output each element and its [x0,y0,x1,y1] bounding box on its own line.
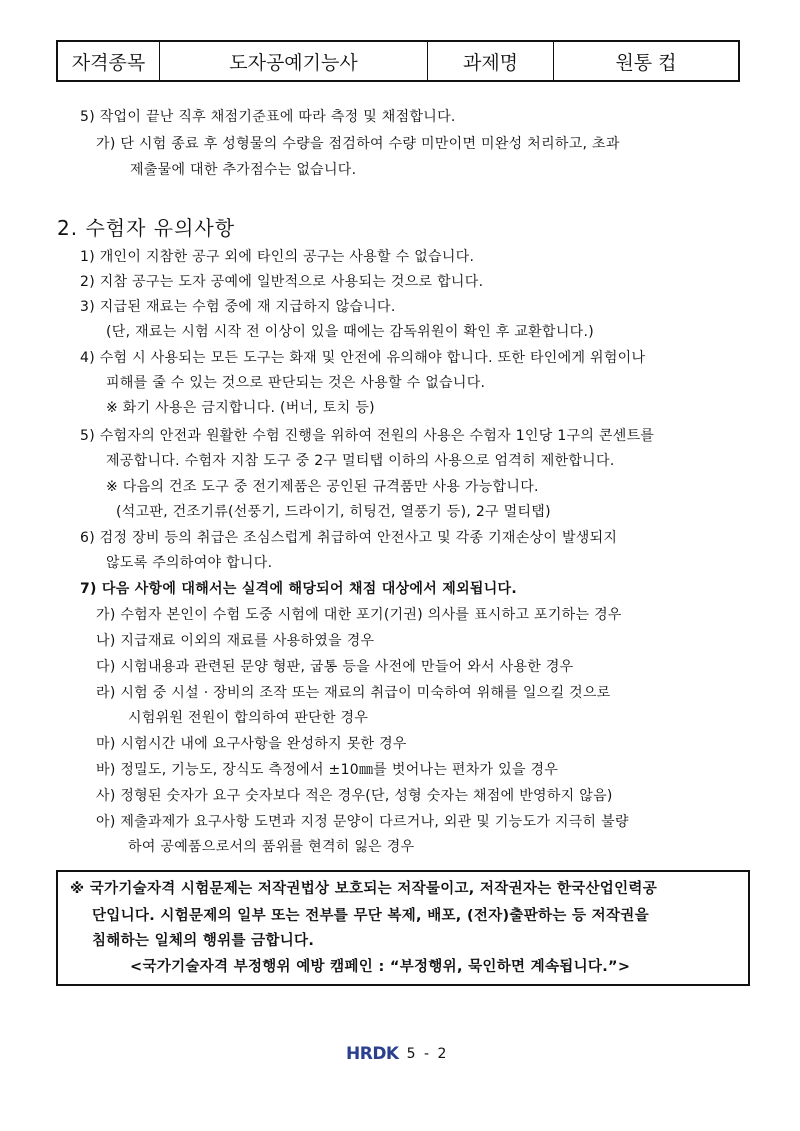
list-item: (단, 재료는 시험 시작 전 이상이 있을 때에는 감독위원이 확인 후 교환합니다.) [106,324,594,340]
list-item: 6) 검정 장비 등의 취급은 조심스럽게 취급하여 안전사고 및 각종 기재손상이 발생되지 [80,530,618,546]
list-item: 아) 제출과제가 요구사항 도면과 지정 문양이 다르거나, 외관 및 기능도가 지극히 불량 [96,814,629,830]
list-item: 시험위원 전원이 합의하여 판단한 경우 [128,710,369,726]
list-item: 다) 시험내용과 관련된 문양 형판, 굽통 등을 사전에 만들어 와서 사용한 경우 [96,659,574,675]
list-item: 4) 수험 시 사용되는 모든 도구는 화재 및 안전에 유의해야 합니다. 또한 타인에게 위험이나 [80,350,646,366]
header-label-subject: 자격종목 [58,42,160,80]
list-item: 1) 개인이 지참한 공구 외에 타인의 공구는 사용할 수 없습니다. [80,249,475,265]
list-item: (석고판, 건조기류(선풍기, 드라이기, 히팅건, 열풍기 등), 2구 멀티탭) [116,504,551,520]
list-item: 2) 지참 공구는 도자 공예에 일반적으로 사용되는 것으로 합니다. [80,274,484,290]
list-item: 가) 수험자 본인이 수험 도중 시험에 대한 포기(기권) 의사를 표시하고 포기하는 경우 [96,607,622,623]
list-item: 라) 시험 중 시설 · 장비의 조작 또는 재료의 취급이 미숙하여 위해를 일으킬 것으로 [96,685,611,701]
list-item: 사) 정형된 숫자가 요구 숫자보다 적은 경우(단, 성형 숫자는 채점에 반영하지 않음) [96,788,613,804]
list-item: 하여 공예품으로서의 품위를 현격히 잃은 경우 [128,839,415,855]
list-item: 5) 수험자의 안전과 원활한 수험 진행을 위하여 전원의 사용은 수험자 1인당 1구의 콘센트를 [80,428,655,444]
page-number: 5 - 2 [406,1046,449,1062]
list-item: ※ 화기 사용은 금지합니다. (버너, 토치 등) [106,400,375,416]
text-line: 제출물에 대한 추가점수는 없습니다. [130,162,357,178]
header-value-subject: 도자공예기능사 [160,42,428,80]
list-item: 나) 지급재료 이외의 재료를 사용하였을 경우 [96,633,375,649]
notice-line: 단입니다. 시험문제의 일부 또는 전부를 무단 복제, 배포, (전자)출판하는 등 저작권을 [92,908,649,924]
copyright-notice-box [56,870,750,986]
list-item: 않도록 주의하여야 합니다. [106,555,273,571]
notice-line: 침해하는 일체의 행위를 금합니다. [92,933,315,949]
notice-line: <국가기술자격 부정행위 예방 캠페인 : “부정행위, 묵인하면 계속됩니다.”> [130,959,631,975]
list-item: 피해를 줄 수 있는 것으로 판단되는 것은 사용할 수 없습니다. [106,375,486,391]
section-title: 2. 수험자 유의사항 [57,216,236,240]
header-label-task: 과제명 [428,42,554,80]
hrdk-logo: HRDK [346,1044,399,1064]
notice-line: ※ 국가기술자격 시험문제는 저작권법상 보호되는 저작물이고, 저작권자는 한국산업인력공 [70,881,657,897]
list-item: 바) 정밀도, 기능도, 장식도 측정에서 ±10㎜를 벗어나는 편차가 있을 경우 [96,762,559,778]
list-item: 7) 다음 사항에 대해서는 실격에 해당되어 채점 대상에서 제외됩니다. [80,581,517,597]
list-item: 제공합니다. 수험자 지참 도구 중 2구 멀티탭 이하의 사용으로 엄격히 제한합니다. [106,453,615,469]
page-footer [346,1044,448,1064]
text-line: 가) 단 시험 종료 후 성형물의 수량을 점검하여 수량 미만이면 미완성 처리하고, 초과 [96,136,620,152]
list-item: 마) 시험시간 내에 요구사항을 완성하지 못한 경우 [96,736,407,752]
list-item: ※ 다음의 건조 도구 중 전기제품은 공인된 규격품만 사용 가능합니다. [106,479,539,495]
header-table [56,40,740,82]
header-value-task: 원통 컵 [615,51,677,74]
list-item: 3) 지급된 재료는 수험 중에 재 지급하지 않습니다. [80,299,396,315]
text-line: 5) 작업이 끝난 직후 채점기준표에 따라 측정 및 채점합니다. [80,109,456,125]
